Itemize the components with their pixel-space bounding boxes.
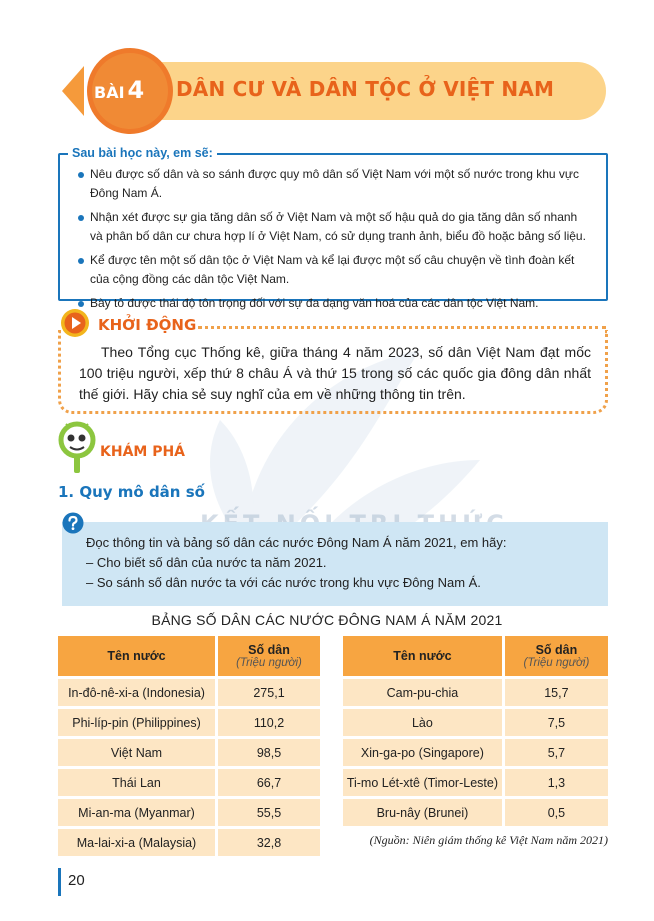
objective-item: Kể được tên một số dân tộc ở Việt Nam và kể lại được một số câu chuyện về tình đoàn kết của cộng đồng các dân tộc Việt Nam. xyxy=(78,251,592,289)
table-row xyxy=(343,709,608,736)
column-header-population-label: Số dân xyxy=(535,643,578,657)
objectives-label: Sau bài học này, em sẽ: xyxy=(68,146,217,160)
objective-item: Bày tỏ được thái độ tôn trọng đối với sự đa dạng văn hoá của các dân tộc Việt Nam. xyxy=(78,294,592,313)
population-cell: 55,5 xyxy=(218,799,320,826)
column-header-population xyxy=(505,636,608,676)
objective-item: Nhận xét được sự gia tăng dân số ở Việt Nam và một số hậu quả do gia tăng dân số nhanh và phân bố dân cư chưa hợp lí ở Việt Nam, có sử dụng tranh ảnh, biểu đồ hoặc bảng số liệu. xyxy=(78,208,592,246)
table-row xyxy=(343,799,608,826)
table-header-row xyxy=(58,636,320,676)
population-cell: 110,2 xyxy=(218,709,320,736)
lesson-number: 4 xyxy=(127,76,145,104)
explore-title: KHÁM PHÁ xyxy=(100,444,186,460)
table-row xyxy=(343,769,608,796)
page-number: 20 xyxy=(68,872,85,889)
warmup-text: Theo Tổng cục Thống kê, giữa tháng 4 năm 2023, số dân Việt Nam đạt mốc 100 triệu người, xếp thứ 8 châu Á và thứ 15 trong số các quốc gia đông dân nhất thế giới. Hãy chia sẻ suy nghĩ của em về những thông tin trên. xyxy=(79,344,591,402)
country-cell: Xin-ga-po (Singapore) xyxy=(343,739,505,766)
column-header-unit: (Triệu người) xyxy=(523,657,590,669)
column-header-unit: (Triệu người) xyxy=(236,657,302,669)
table-row xyxy=(58,679,320,706)
table-row xyxy=(58,709,320,736)
column-header-population xyxy=(218,636,320,676)
lesson-badge-word: BÀI xyxy=(94,83,125,102)
country-cell: Ti-mo Lét-xtê (Timor-Leste) xyxy=(343,769,505,796)
country-cell: Cam-pu-chia xyxy=(343,679,505,706)
country-cell: Phi-líp-pin (Philippines) xyxy=(58,709,218,736)
question-box xyxy=(62,522,608,606)
population-cell: 66,7 xyxy=(218,769,320,796)
column-header-country: Tên nước xyxy=(343,636,505,676)
question-line: – So sánh số dân nước ta với các nước trong khu vực Đông Nam Á. xyxy=(86,575,481,590)
population-cell: 0,5 xyxy=(505,799,608,826)
page-number-bar xyxy=(58,868,61,896)
table-row xyxy=(343,679,608,706)
country-cell: Việt Nam xyxy=(58,739,218,766)
population-cell: 5,7 xyxy=(505,739,608,766)
warmup-title: KHỞI ĐỘNG xyxy=(98,316,197,334)
magnifier-mascot-icon xyxy=(54,420,100,476)
population-cell: 15,7 xyxy=(505,679,608,706)
table-row xyxy=(343,739,608,766)
population-cell: 275,1 xyxy=(218,679,320,706)
lesson-title: DÂN CƯ VÀ DÂN TỘC Ở VIỆT NAM xyxy=(176,77,555,101)
country-cell: In-đô-nê-xi-a (Indonesia) xyxy=(58,679,218,706)
population-cell: 1,3 xyxy=(505,769,608,796)
table-source-note: (Nguồn: Niên giám thống kê Việt Nam năm 2021) xyxy=(369,833,608,847)
country-cell: Thái Lan xyxy=(58,769,218,796)
column-header-country: Tên nước xyxy=(58,636,218,676)
population-cell: 32,8 xyxy=(218,829,320,856)
table-row xyxy=(58,769,320,796)
population-table-left xyxy=(58,633,320,859)
warmup-box xyxy=(58,330,608,414)
warmup-divider xyxy=(198,326,606,329)
population-table-right xyxy=(343,633,608,829)
question-line: Đọc thông tin và bảng số dân các nước Đông Nam Á năm 2021, em hãy: xyxy=(86,535,507,550)
country-cell: Lào xyxy=(343,709,505,736)
question-line: – Cho biết số dân của nước ta năm 2021. xyxy=(86,555,327,570)
column-header-population-label: Số dân xyxy=(248,643,290,657)
table-row xyxy=(58,799,320,826)
country-cell: Mi-an-ma (Myanmar) xyxy=(58,799,218,826)
table-title: BẢNG SỐ DÂN CÁC NƯỚC ĐÔNG NAM Á NĂM 2021 xyxy=(151,612,503,628)
table-header-row xyxy=(343,636,608,676)
question-mark-icon xyxy=(62,512,84,534)
section-title: 1. Quy mô dân số xyxy=(58,483,205,501)
population-cell: 7,5 xyxy=(505,709,608,736)
table-row xyxy=(58,829,320,856)
country-cell: Ma-lai-xi-a (Malaysia) xyxy=(58,829,218,856)
objectives-box xyxy=(58,153,608,310)
country-cell: Bru-nây (Brunei) xyxy=(343,799,505,826)
table-row xyxy=(58,739,320,766)
population-cell: 98,5 xyxy=(218,739,320,766)
lesson-badge xyxy=(94,76,144,104)
objective-item: Nêu được số dân và so sánh được quy mô dân số Việt Nam với một số nước trong khu vực Đông Nam Á. xyxy=(78,165,592,203)
